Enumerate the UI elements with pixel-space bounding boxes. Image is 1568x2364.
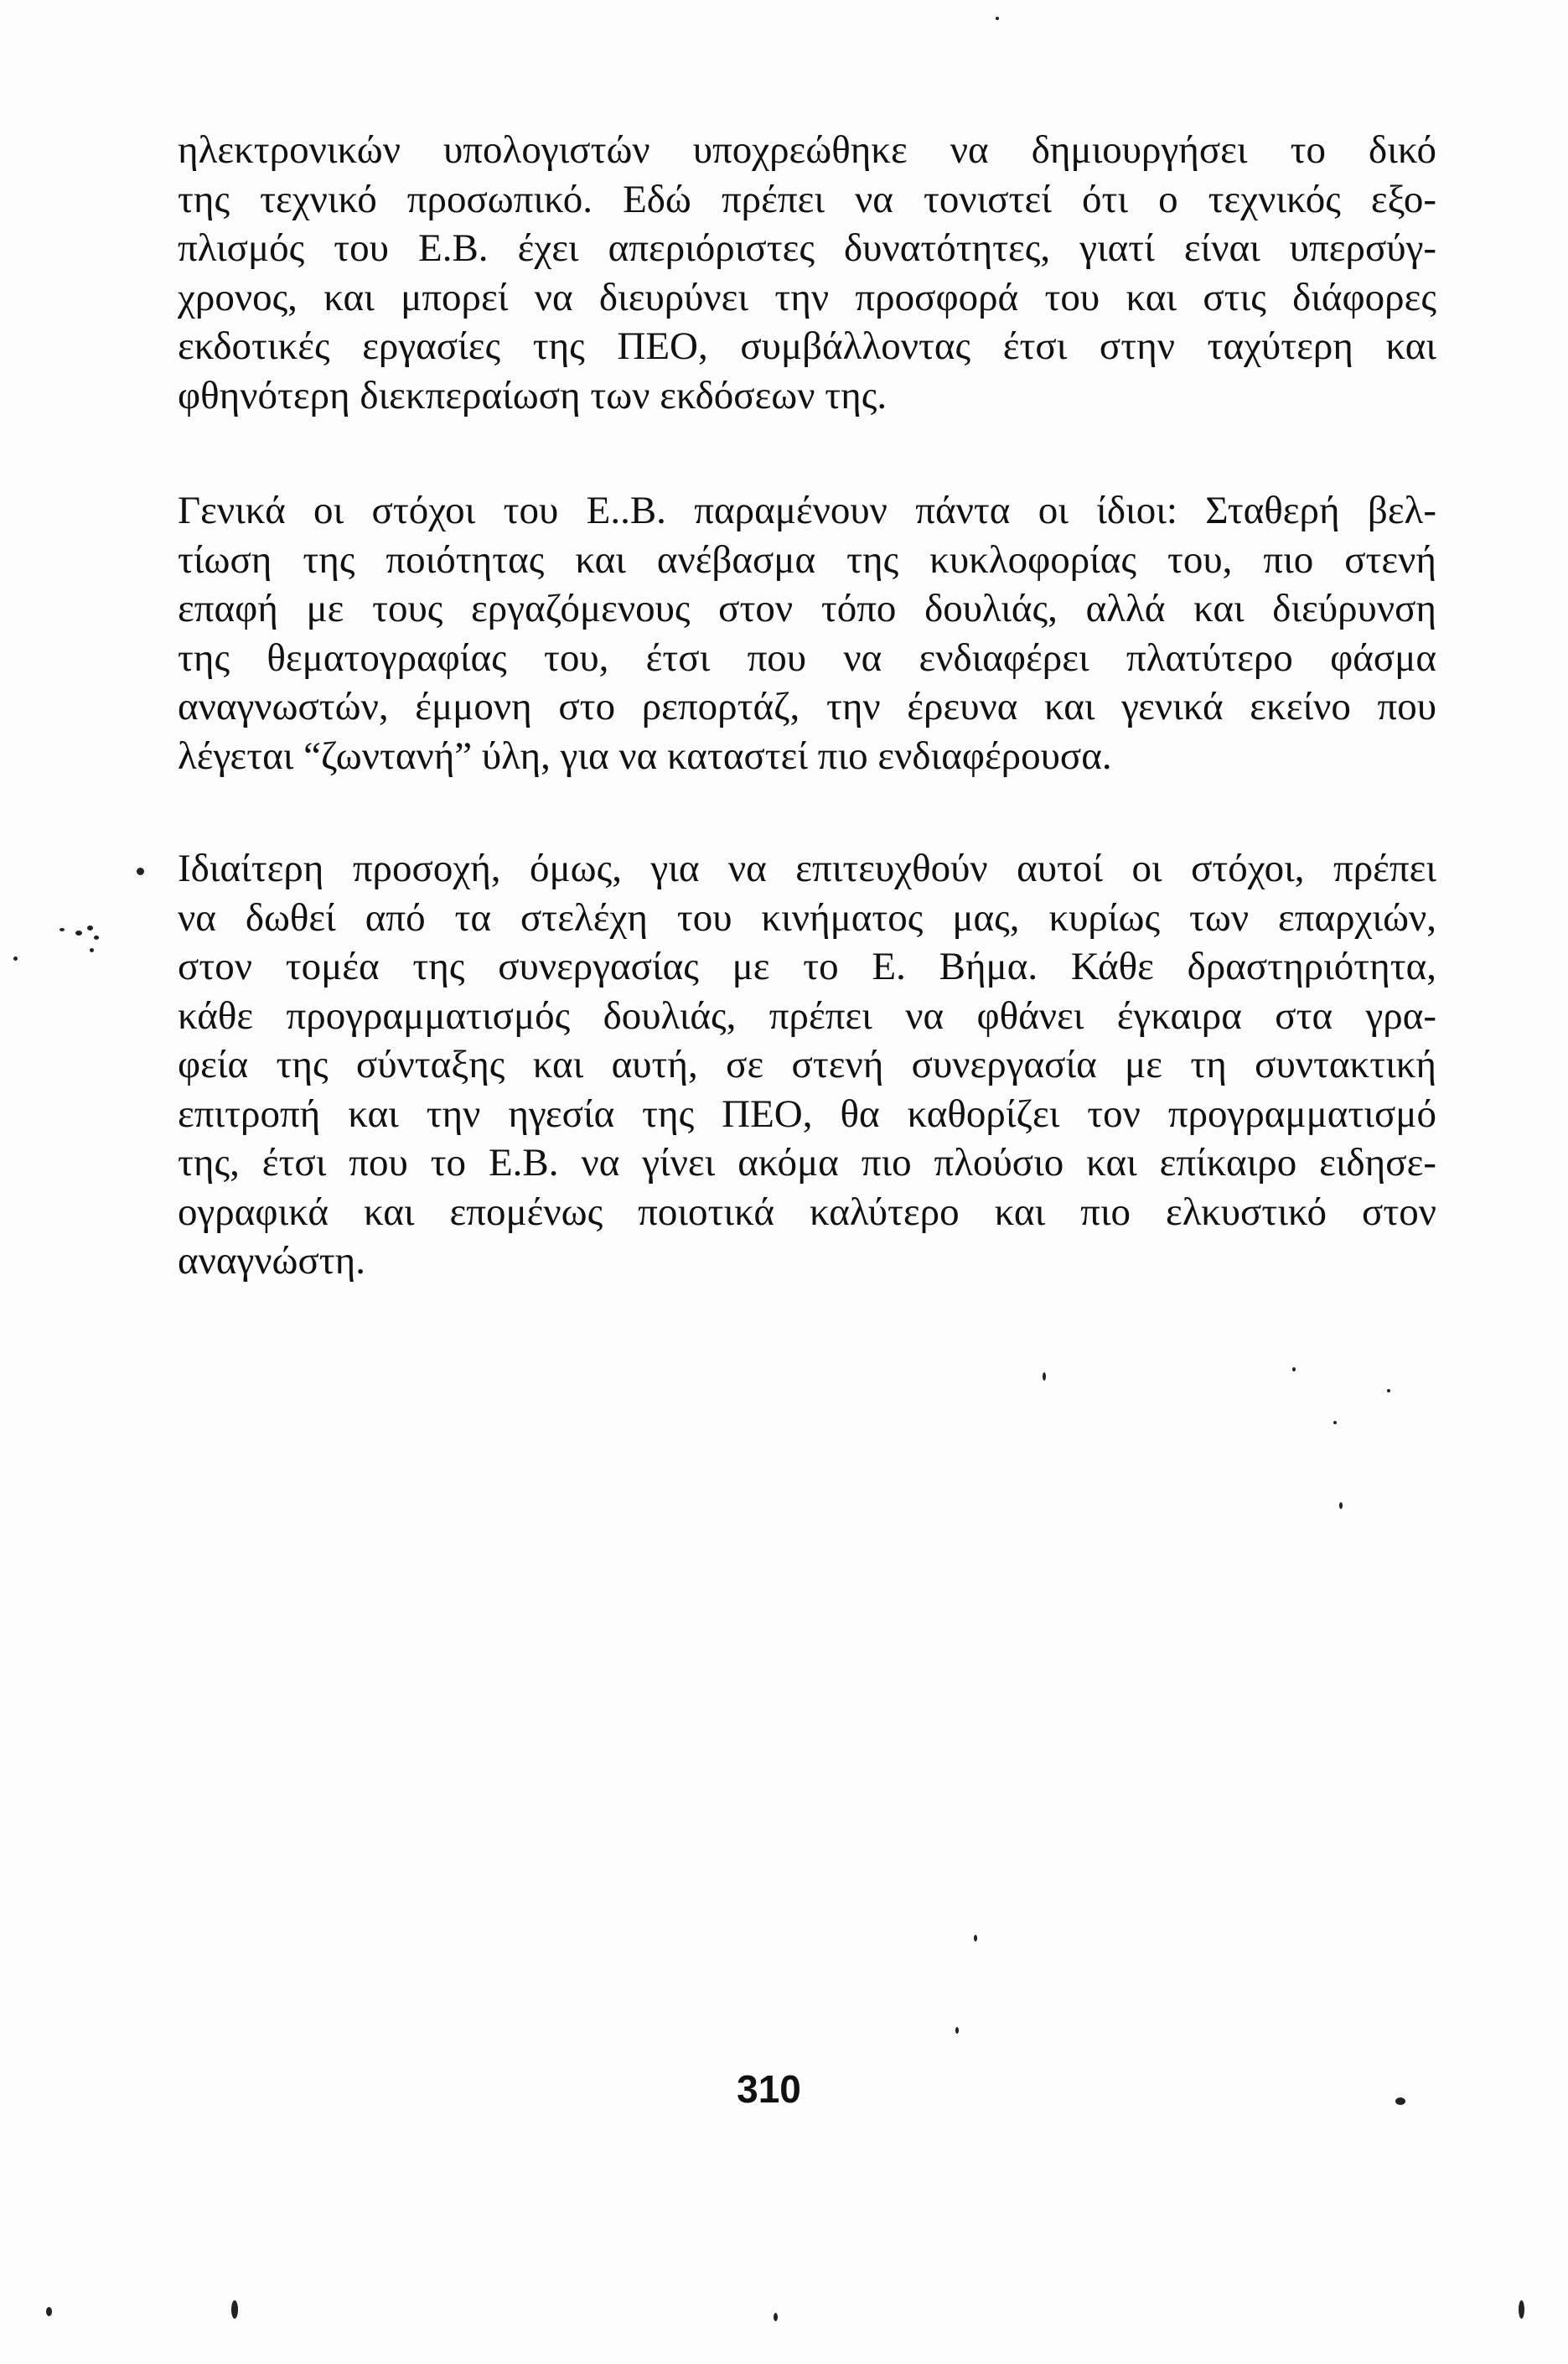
scan-speck xyxy=(974,1935,977,1941)
scan-speck xyxy=(1395,2097,1405,2105)
scan-speck xyxy=(60,928,65,931)
scan-speck xyxy=(1387,1389,1390,1392)
page-number: 310 xyxy=(737,2067,801,2111)
text-line: της θεματογραφίας του, έτσι που να ενδιαφέρει πλατύτερο φάσμα xyxy=(178,635,1436,680)
text-line: τίωση της ποιότητας και ανέβασμα της κυκλοφορίας του, πιο στενή xyxy=(178,537,1436,582)
text-line: εκδοτικές εργασίες της ΠΕΟ, συμβάλλοντας έτσι στην ταχύτερη και xyxy=(178,324,1436,368)
text-line: επαφή με τους εργαζόμενους στον τόπο δουλιάς, αλλά και διεύρυνση xyxy=(178,587,1436,630)
text-line: φεία της σύνταξης και αυτή, σε στενή συνεργασία με τη συντακτική xyxy=(178,1043,1436,1086)
scan-speck xyxy=(90,948,94,952)
text-line: επιτροπή και την ηγεσία της ΠΕΟ, θα καθορίζει τον προγραμματισμό xyxy=(178,1091,1436,1136)
text-line: της τεχνικό προσωπικό. Εδώ πρέπει να τονιστεί ότι ο τεχνικός εξο- xyxy=(178,177,1436,221)
text-line: αναγνώστη. xyxy=(178,1239,366,1283)
text-line: χρονος, και μπορεί να διευρύνει την προσφορά του και στις διάφορες xyxy=(178,275,1436,319)
scan-speck xyxy=(1339,1502,1343,1509)
scan-speck xyxy=(774,2313,778,2321)
paragraph-2 xyxy=(178,486,1436,780)
scan-speck xyxy=(137,868,144,875)
text-line: αναγνωστών, έμμονη στο ρεπορτάζ, την έρευνα και γενικά εκείνο που xyxy=(178,685,1436,728)
text-line: Γενικά οι στόχοι του Ε..Β. παραμένουν πάντα οι ίδιοι: Σταθερή βελ- xyxy=(178,489,1436,532)
scan-speck xyxy=(1043,1372,1046,1381)
scan-speck xyxy=(1519,2300,1524,2319)
scan-speck xyxy=(13,956,18,961)
text-line: φθηνότερη διεκπεραίωση των εκδόσεων της. xyxy=(178,373,887,417)
scan-speck xyxy=(1292,1367,1296,1371)
text-line: κάθε προγραμματισμός δουλιάς, πρέπει να φθάνει έγκαιρα στα γρα- xyxy=(178,993,1436,1038)
scan-speck xyxy=(94,936,99,940)
scan-speck xyxy=(996,17,999,20)
text-line: πλισμός του Ε.Β. έχει απεριόριστες δυνατότητες, γιατί είναι υπερσύγ- xyxy=(178,226,1436,270)
paragraph-1 xyxy=(178,126,1436,420)
scan-speck xyxy=(87,925,93,931)
text-line: να δωθεί από τα στελέχη του κινήματος μας, κυρίως των επαρχιών, xyxy=(178,895,1436,940)
text-line: στον τομέα της συνεργασίας με το Ε. Βήμα. Κάθε δραστηριότητα, xyxy=(178,945,1436,988)
text-line: λέγεται “ζωντανή” ύλη, για να καταστεί πιο ενδιαφέρουσα. xyxy=(178,734,1112,778)
scan-speck xyxy=(75,931,82,936)
text-line: ηλεκτρονικών υπολογιστών υποχρεώθηκε να δημιουργήσει το δικό xyxy=(178,128,1436,172)
text-line: Ιδιαίτερη προσοχή, όμως, για να επιτευχθούν αυτοί οι στόχοι, πρέπει xyxy=(178,847,1436,890)
paragraph-3 xyxy=(178,844,1436,1286)
text-line: ογραφικά και επομένως ποιοτικά καλύτερο και πιο ελκυστικό στον xyxy=(178,1190,1436,1234)
scan-speck xyxy=(46,2307,52,2316)
scan-speck xyxy=(231,2300,238,2319)
text-line: της, έτσι που το Ε.Β. να γίνει ακόμα πιο πλούσιο και επίκαιρο ειδησε- xyxy=(178,1141,1436,1185)
scan-speck xyxy=(1333,1421,1337,1424)
scan-speck xyxy=(955,2027,959,2034)
